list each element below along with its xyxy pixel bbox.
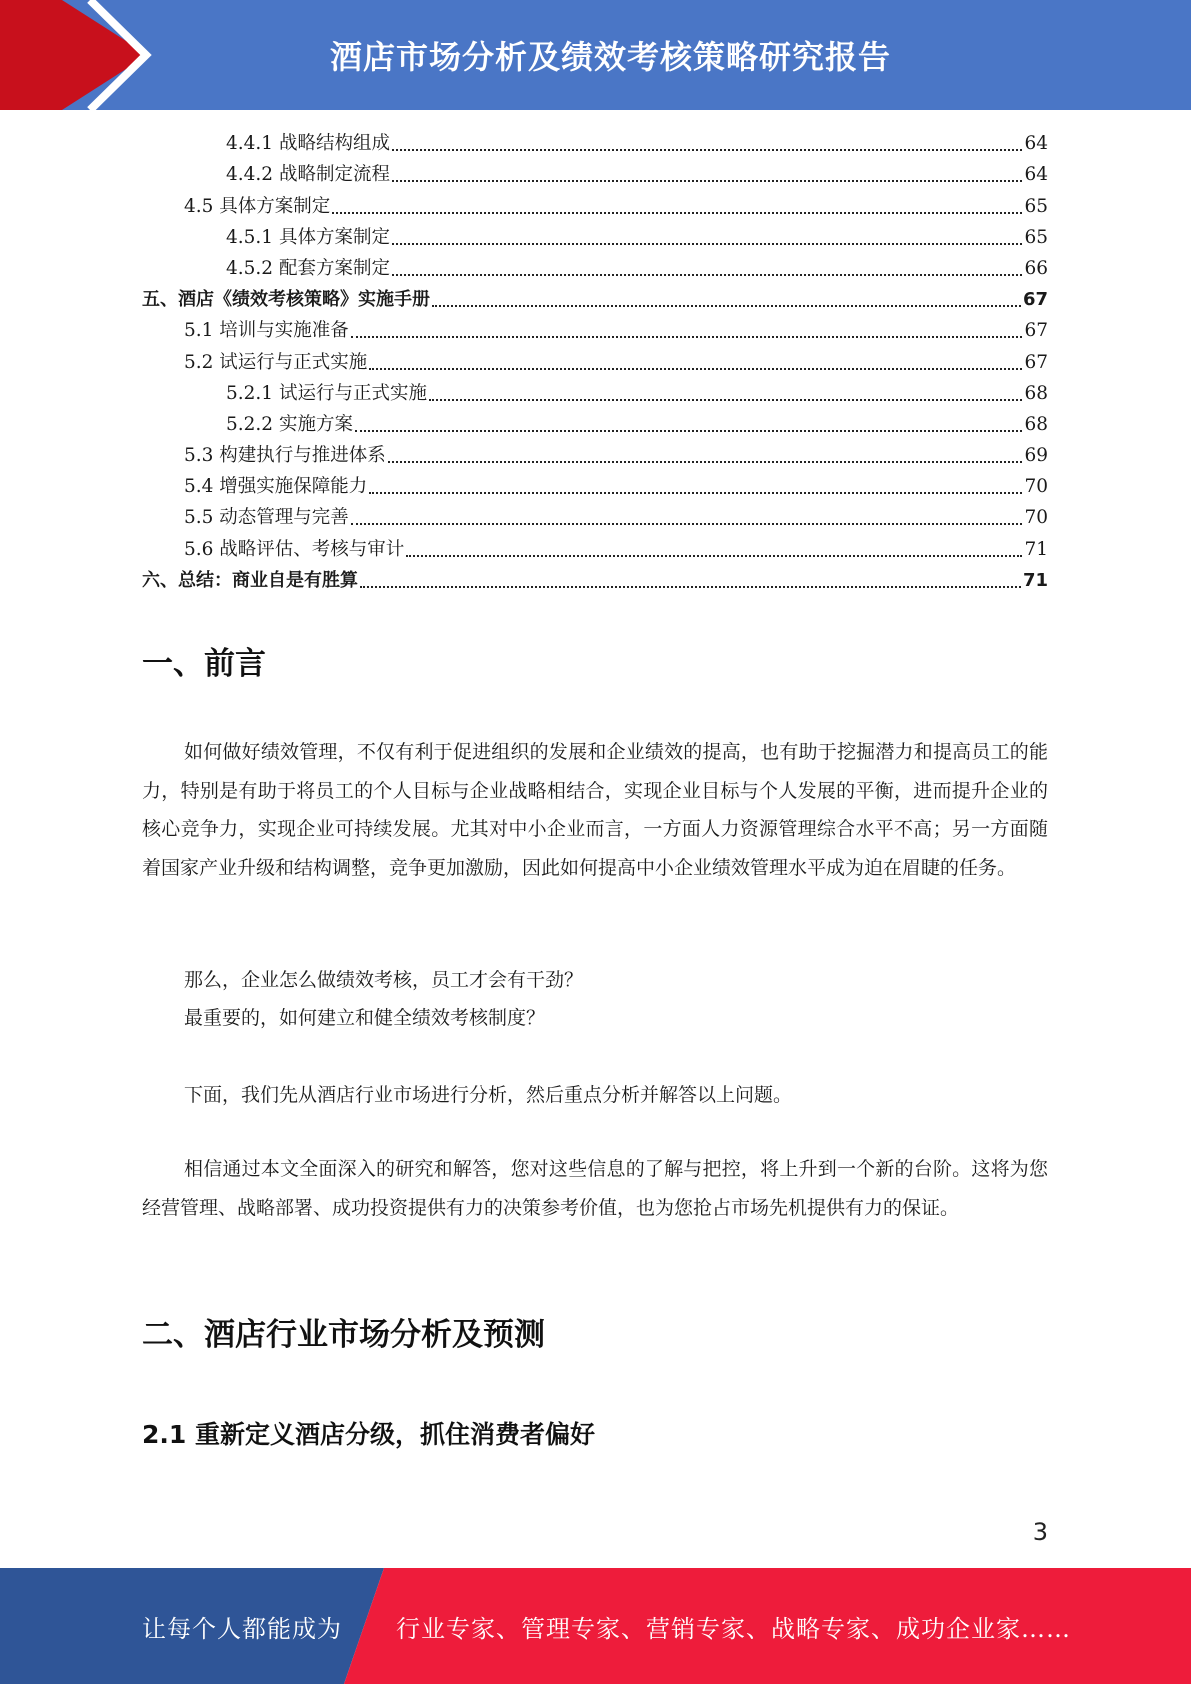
- toc-entry-label: 5.2.1 试运行与正式实施: [226, 382, 427, 404]
- toc-entry-page: 70: [1024, 476, 1048, 498]
- toc-entry-page: 67: [1024, 351, 1048, 373]
- preface-paragraph-3: 相信通过本文全面深入的研究和解答，您对这些信息的了解与把控，将上升到一个新的台阶。这将为您经营管理、战略部署、成功投资提供有力的决策参考价值，也为您抢占市场先机提供有力的保证。: [142, 1158, 1048, 1219]
- toc-leader-dots: [360, 586, 1021, 588]
- toc-leader-dots: [392, 274, 1022, 276]
- toc-entry-label: 5.2.2 实施方案: [226, 413, 353, 435]
- document-title: 酒店市场分析及绩效考核策略研究报告: [329, 38, 891, 76]
- toc-entry[interactable]: [142, 159, 1048, 190]
- toc-chapter-entry[interactable]: [142, 284, 1048, 315]
- toc-entry[interactable]: [142, 533, 1048, 564]
- preface-question-1: 那么，企业怎么做绩效考核，员工才会有干劲？: [184, 969, 584, 991]
- toc-entry-page: 64: [1024, 164, 1048, 186]
- toc-leader-dots: [388, 461, 1023, 463]
- toc-entry-page: 71: [1024, 538, 1048, 560]
- toc-entry[interactable]: [142, 253, 1048, 284]
- toc-entry[interactable]: [142, 378, 1048, 409]
- toc-entry-page: 66: [1024, 257, 1048, 279]
- toc-leader-dots: [332, 212, 1022, 214]
- toc-entry-label: 4.4.1 战略结构组成: [226, 133, 390, 155]
- toc-entry-page: 68: [1024, 413, 1048, 435]
- section-heading-preface: 一、前言: [142, 646, 266, 682]
- toc-entry-label: 5.2 试运行与正式实施: [184, 351, 368, 373]
- preface-paragraph-1: 如何做好绩效管理，不仅有利于促进组织的发展和企业绩效的提高，也有助于挖掘潜力和提高员工的能力，特别是有助于将员工的个人目标与企业战略相结合，实现企业目标与个人发展的平衡，进而提升企业的核心竞争力，实现企业可持续发展。尤其对中小企业而言，一方面人力资源管理综合水平不高；另一方面随着国家产业升级和结构调整，竞争更加激励，因此如何提高中小企业绩效管理水平成为迫在眉睫的任务。: [142, 741, 1048, 879]
- page-footer-banner: [0, 1568, 1191, 1684]
- toc-entry-label: 五、酒店《绩效考核策略》实施手册: [142, 289, 430, 311]
- toc-leader-dots: [406, 555, 1022, 557]
- preface-question-2: 最重要的，如何建立和健全绩效考核制度？: [184, 1007, 546, 1029]
- section-heading-market-analysis: 二、酒店行业市场分析及预测: [142, 1317, 545, 1353]
- toc-entry[interactable]: [142, 346, 1048, 377]
- footer-slogan-left: 让每个人都能成为: [142, 1614, 342, 1643]
- toc-entry-page: 65: [1024, 195, 1048, 217]
- toc-entry-label: 六、总结：商业自是有胜算: [142, 569, 358, 591]
- subsection-heading-2-1: 2.1 重新定义酒店分级，抓住消费者偏好: [142, 1420, 595, 1449]
- toc-leader-dots: [432, 305, 1021, 307]
- toc-leader-dots: [429, 399, 1022, 401]
- toc-entry-label: 5.3 构建执行与推进体系: [184, 445, 386, 467]
- toc-entry-page: 71: [1022, 569, 1048, 591]
- toc-leader-dots: [369, 492, 1022, 494]
- toc-entry-label: 4.5.2 配套方案制定: [226, 257, 390, 279]
- toc-entry-label: 4.5.1 具体方案制定: [226, 226, 390, 248]
- toc-leader-dots: [355, 430, 1023, 432]
- toc-leader-dots: [392, 243, 1022, 245]
- toc-entry-page: 68: [1024, 382, 1048, 404]
- toc-entry-label: 5.4 增强实施保障能力: [184, 476, 368, 498]
- toc-entry-page: 70: [1024, 507, 1048, 529]
- table-of-contents: [142, 128, 1048, 596]
- page-number: 3: [1032, 1518, 1048, 1546]
- toc-entry-label: 4.4.2 战略制定流程: [226, 164, 390, 186]
- toc-entry[interactable]: [142, 315, 1048, 346]
- page-header-banner: [0, 0, 1191, 110]
- toc-leader-dots: [392, 180, 1022, 182]
- toc-leader-dots: [392, 149, 1022, 151]
- toc-entry-label: 5.6 战略评估、考核与审计: [184, 538, 405, 560]
- toc-entry-label: 5.1 培训与实施准备: [184, 320, 349, 342]
- toc-entry[interactable]: [142, 222, 1048, 253]
- toc-leader-dots: [351, 523, 1023, 525]
- toc-entry-page: 67: [1022, 289, 1048, 311]
- toc-leader-dots: [351, 336, 1023, 338]
- toc-entry[interactable]: [142, 440, 1048, 471]
- toc-entry[interactable]: [142, 502, 1048, 533]
- toc-entry-label: 4.5 具体方案制定: [184, 195, 331, 217]
- toc-chapter-entry[interactable]: [142, 565, 1048, 596]
- toc-entry[interactable]: [142, 409, 1048, 440]
- toc-leader-dots: [369, 368, 1022, 370]
- toc-entry-label: 5.5 动态管理与完善: [184, 507, 349, 529]
- toc-entry-page: 64: [1024, 133, 1048, 155]
- preface-paragraph-2: 下面，我们先从酒店行业市场进行分析，然后重点分析并解答以上问题。: [184, 1084, 793, 1106]
- toc-entry[interactable]: [142, 471, 1048, 502]
- toc-entry[interactable]: [142, 190, 1048, 221]
- footer-slogan-right: 行业专家、管理专家、营销专家、战略专家、成功企业家……: [396, 1614, 1071, 1643]
- toc-entry-page: 67: [1024, 320, 1048, 342]
- toc-entry[interactable]: [142, 128, 1048, 159]
- toc-entry-page: 69: [1024, 445, 1048, 467]
- toc-entry-page: 65: [1024, 226, 1048, 248]
